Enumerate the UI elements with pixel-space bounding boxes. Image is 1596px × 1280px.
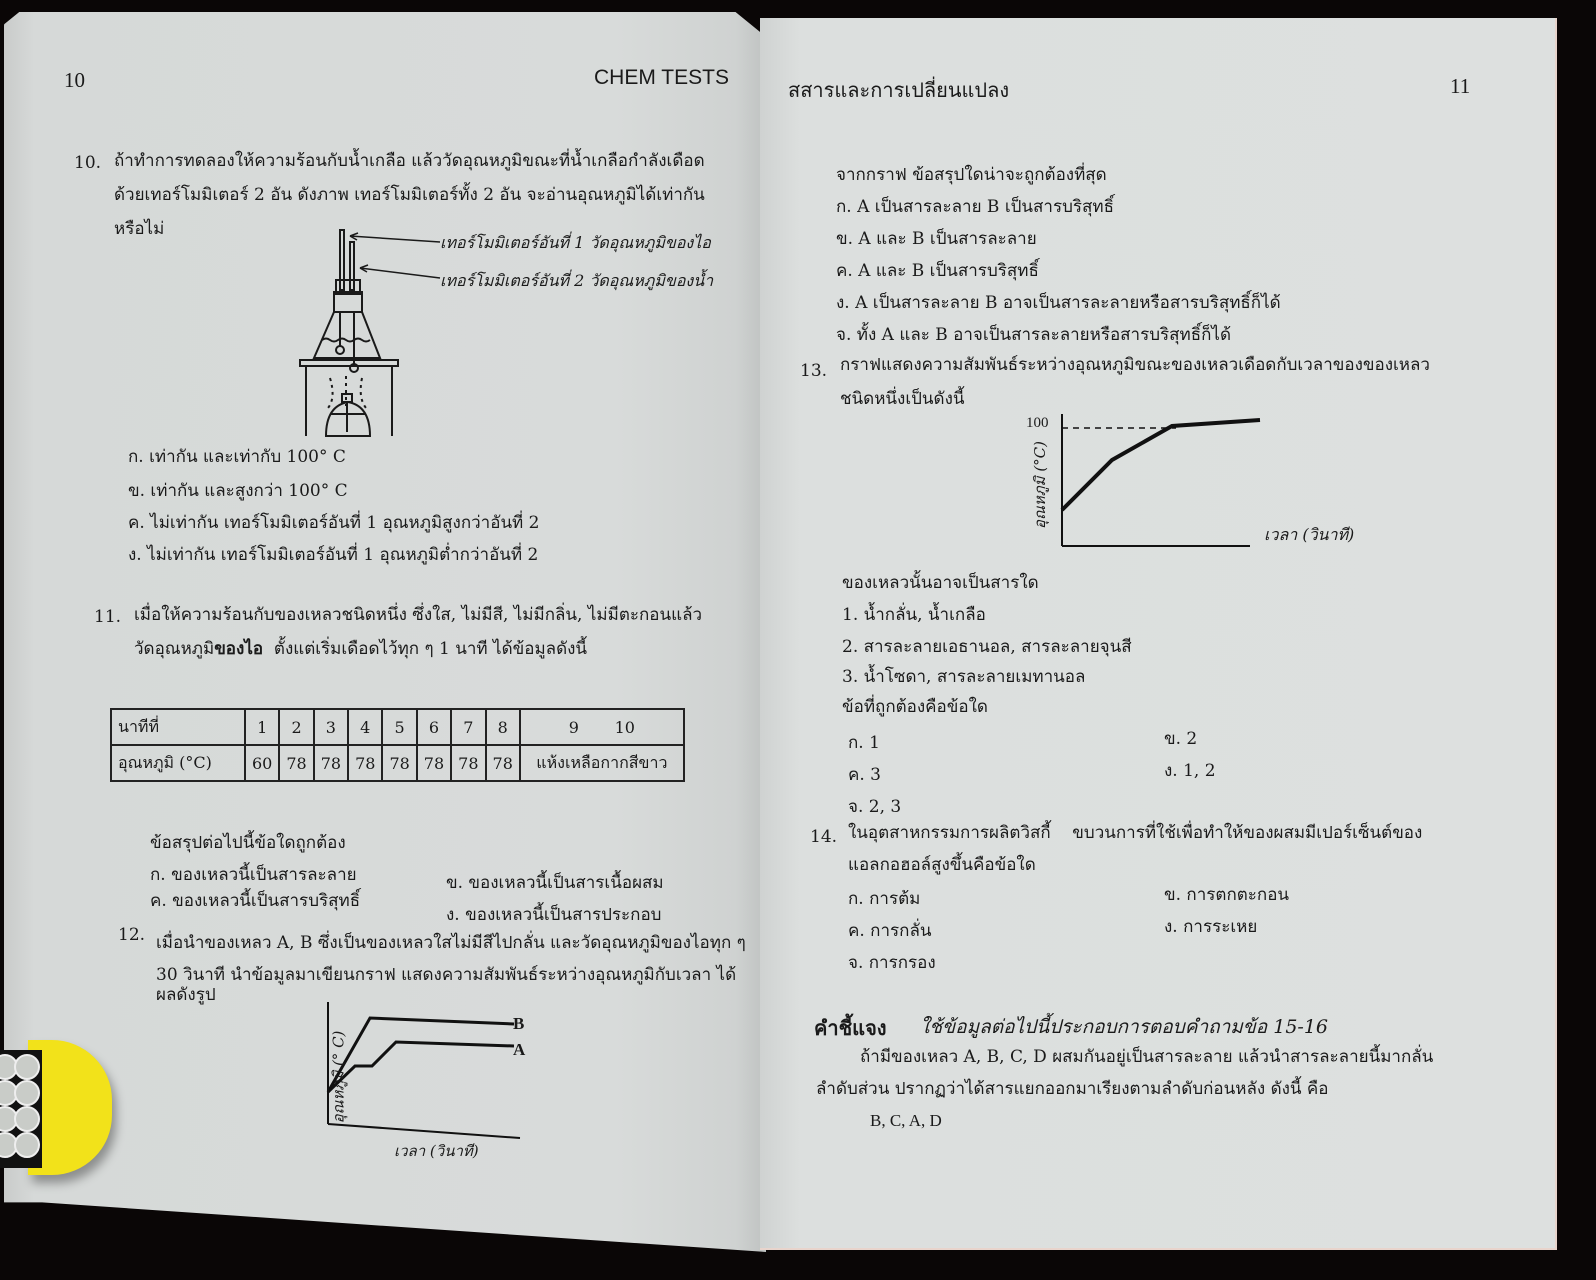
y-axis-label: อุณหภูมิ (°C) <box>1031 440 1050 530</box>
choice-d[interactable]: ง. ของเหลวนี้เป็นสารประกอบ <box>446 905 662 925</box>
right-page-number: 11 <box>1450 74 1471 98</box>
option-1: 1. น้ำกลั่น, น้ำเกลือ <box>842 605 986 625</box>
table-cell: 78 <box>382 745 416 781</box>
question-text-line: ถ้าทำการทดลองให้ความร้อนกับน้ำเกลือ แล้ววัดอุณหภูมิขณะที่น้ำเกลือกำลังเดือด <box>114 151 705 171</box>
choice-a[interactable]: ก. เท่ากัน และเท่ากับ 100° C <box>128 447 346 467</box>
right-running-header: สสารและการเปลี่ยนแปลง <box>788 78 1010 102</box>
table-cell: 3 <box>314 709 348 745</box>
choice-e[interactable]: จ. 2, 3 <box>848 797 902 817</box>
data-table <box>110 708 685 782</box>
figure-label-thermometer-2: เทอร์โมมิเตอร์อันที่ 2 วัดอุณหภูมิของน้ำ <box>440 271 714 290</box>
choice-b[interactable]: ข. ของเหลวนี้เป็นสารเนื้อผสม <box>446 873 664 893</box>
table-cell: 9 10 <box>520 709 684 745</box>
table-cell: 6 <box>417 709 451 745</box>
table-cell: 78 <box>314 745 348 781</box>
table-cell: 4 <box>348 709 382 745</box>
table-row-header: อุณหภูมิ (°C) <box>111 745 245 781</box>
thermometer-pointer-lines <box>346 232 446 282</box>
table-cell: 78 <box>417 745 451 781</box>
table-cell: แห้งเหลือกากสีขาว <box>520 745 684 781</box>
choice-b[interactable]: ข. การตกตะกอน <box>1164 885 1290 905</box>
boiling-curve-graph <box>1060 412 1270 552</box>
question-subprompt: ของเหลวนั้นอาจเป็นสารใด <box>842 573 1039 593</box>
instructions-paragraph-line: ลำดับส่วน ปรากฏว่าได้สารแยกออกมาเรียงตามลำดับก่อนหลัง ดังนี้ คือ <box>816 1079 1329 1099</box>
instructions-text: ใช้ข้อมูลต่อไปนี้ประกอบการตอบคำถามข้อ 15-16 <box>920 1016 1329 1038</box>
option-3: 3. น้ำโซดา, สารละลายเมทานอล <box>842 667 1086 687</box>
question-text-line: ด้วยเทอร์โมมิเตอร์ 2 อัน ดังภาพ เทอร์โมมิเตอร์ทั้ง 2 อัน จะอ่านอุณหภูมิได้เท่ากัน <box>114 185 705 205</box>
left-page-number: 10 <box>64 68 85 92</box>
choice-a[interactable]: ก. การต้ม <box>848 889 921 909</box>
table-row-header: นาทีที่ <box>111 709 245 745</box>
question-number: 14. <box>810 827 838 847</box>
choice-d[interactable]: ง. ไม่เท่ากัน เทอร์โมมิเตอร์อันที่ 1 อุณหภูมิต่ำกว่าอันที่ 2 <box>128 545 539 565</box>
choice-c[interactable]: ค. A และ B เป็นสารบริสุทธิ์ <box>836 261 1039 281</box>
question-prompt: ข้อที่ถูกต้องคือข้อใด <box>842 697 988 717</box>
choice-b[interactable]: ข. 2 <box>1164 729 1198 749</box>
table-cell: 78 <box>348 745 382 781</box>
question-text-line: กราฟแสดงความสัมพันธ์ระหว่างอุณหภูมิขณะของเหลวเดือดกับเวลาของของเหลว <box>840 355 1430 375</box>
table-row <box>111 709 684 745</box>
question-text-line: เมื่อนำของเหลว A, B ซึ่งเป็นของเหลวใสไม่มีสีไปกลั่น และวัดอุณหภูมิของไอทุก ๆ <box>156 933 746 953</box>
choice-a[interactable]: ก. ของเหลวนี้เป็นสารละลาย <box>150 865 357 885</box>
table-cell: 1 <box>245 709 279 745</box>
text-prefix: วัดอุณหภูมิ <box>134 639 215 659</box>
question-text-line: หรือไม่ <box>114 219 165 239</box>
question-number: 10. <box>74 153 102 173</box>
figure-label-thermometer-1: เทอร์โมมิเตอร์อันที่ 1 วัดอุณหภูมิของไอ <box>440 233 711 252</box>
option-2: 2. สารละลายเอธานอล, สารละลายจุนสี <box>842 637 1132 657</box>
table-cell: 60 <box>245 745 279 781</box>
question-text-line: แอลกอฮอล์สูงขึ้นคือข้อใด <box>848 855 1036 875</box>
question-text-line: 30 วินาที นำข้อมูลมาเขียนกราฟ แสดงความสัมพันธ์ระหว่างอุณหภูมิกับเวลา ได้ <box>156 965 737 985</box>
choice-d[interactable]: ง. 1, 2 <box>1164 761 1216 781</box>
question-text-line: ผลดังรูป <box>156 985 216 1005</box>
x-axis-label: เวลา (วินาที) <box>1264 525 1355 544</box>
question-prompt: จากกราฟ ข้อสรุปใดน่าจะถูกต้องที่สุด <box>836 165 1107 185</box>
choice-c[interactable]: ค. ของเหลวนี้เป็นสารบริสุทธิ์ <box>150 891 361 911</box>
choice-c[interactable]: ค. การกลั่น <box>848 921 932 941</box>
text-emphasis: ของไอ <box>214 639 264 659</box>
question-prompt: ข้อสรุปต่อไปนี้ข้อใดถูกต้อง <box>150 833 346 853</box>
choice-b[interactable]: ข. A และ B เป็นสารละลาย <box>836 229 1037 249</box>
left-running-header: CHEM TESTS <box>594 66 729 89</box>
choice-c[interactable]: ค. 3 <box>848 765 881 785</box>
question-text-line: เมื่อให้ความร้อนกับของเหลวชนิดหนึ่ง ซึ่งใส, ไม่มีสี, ไม่มีกลิ่น, ไม่มีตะกอนแล้ว <box>134 605 703 625</box>
table-cell: 2 <box>279 709 313 745</box>
question-text-line: ในอุตสาหกรรมการผลิตวิสกี้ ขบวนการที่ใช้เพื่อทำให้ของผสมมีเปอร์เซ็นต์ของ <box>848 823 1423 843</box>
table-cell: 7 <box>451 709 485 745</box>
choice-a[interactable]: ก. 1 <box>848 733 880 753</box>
table-row <box>111 745 684 781</box>
table-cell: 78 <box>486 745 520 781</box>
x-axis-label: เวลา (วินาที) <box>394 1142 479 1160</box>
question-text-line: ชนิดหนึ่งเป็นดังนี้ <box>840 389 965 409</box>
choice-a[interactable]: ก. A เป็นสารละลาย B เป็นสารบริสุทธิ์ <box>836 197 1114 217</box>
text-rest: ตั้งแต่เริ่มเดือดไว้ทุก ๆ 1 นาที ได้ข้อมูลดังนี้ <box>273 639 588 659</box>
choice-c[interactable]: ค. ไม่เท่ากัน เทอร์โมมิเตอร์อันที่ 1 อุณหภูมิสูงกว่าอันที่ 2 <box>128 513 540 533</box>
choice-d[interactable]: ง. A เป็นสารละลาย B อาจเป็นสารละลายหรือสารบริสุทธิ์ก็ได้ <box>836 293 1281 313</box>
table-cell: 78 <box>279 745 313 781</box>
choice-e[interactable]: จ. การกรอง <box>848 953 936 973</box>
y-axis-label: อุณหภูมิ (° C) <box>329 1030 348 1124</box>
instructions-label: คำชี้แจง <box>814 1016 887 1040</box>
binder-clip <box>0 1040 112 1175</box>
table-cell: 5 <box>382 709 416 745</box>
instructions-paragraph-line: ถ้ามีของเหลว A, B, C, D ผสมกันอยู่เป็นสารละลาย แล้วนำสารละลายนี้มากลั่น <box>860 1047 1434 1067</box>
question-number: 13. <box>800 361 828 381</box>
choice-d[interactable]: ง. การระเหย <box>1164 917 1258 937</box>
y-axis-tick: 100 <box>1026 415 1049 431</box>
question-number: 12. <box>118 925 146 945</box>
choice-e[interactable]: จ. ทั้ง A และ B อาจเป็นสารละลายหรือสารบริสุทธิ์ก็ได้ <box>836 325 1231 345</box>
table-cell: 78 <box>451 745 485 781</box>
choice-b[interactable]: ข. เท่ากัน และสูงกว่า 100° C <box>128 481 348 501</box>
table-cell: 8 <box>486 709 520 745</box>
question-number: 11. <box>94 607 122 627</box>
boiling-graph-a-b <box>320 1000 540 1140</box>
clip-dotted-strip <box>0 1050 42 1168</box>
question-text-line <box>134 638 587 660</box>
separation-order: B, C, A, D <box>870 1111 942 1130</box>
series-label-b: B <box>513 1014 525 1033</box>
series-label-a: A <box>513 1040 526 1059</box>
